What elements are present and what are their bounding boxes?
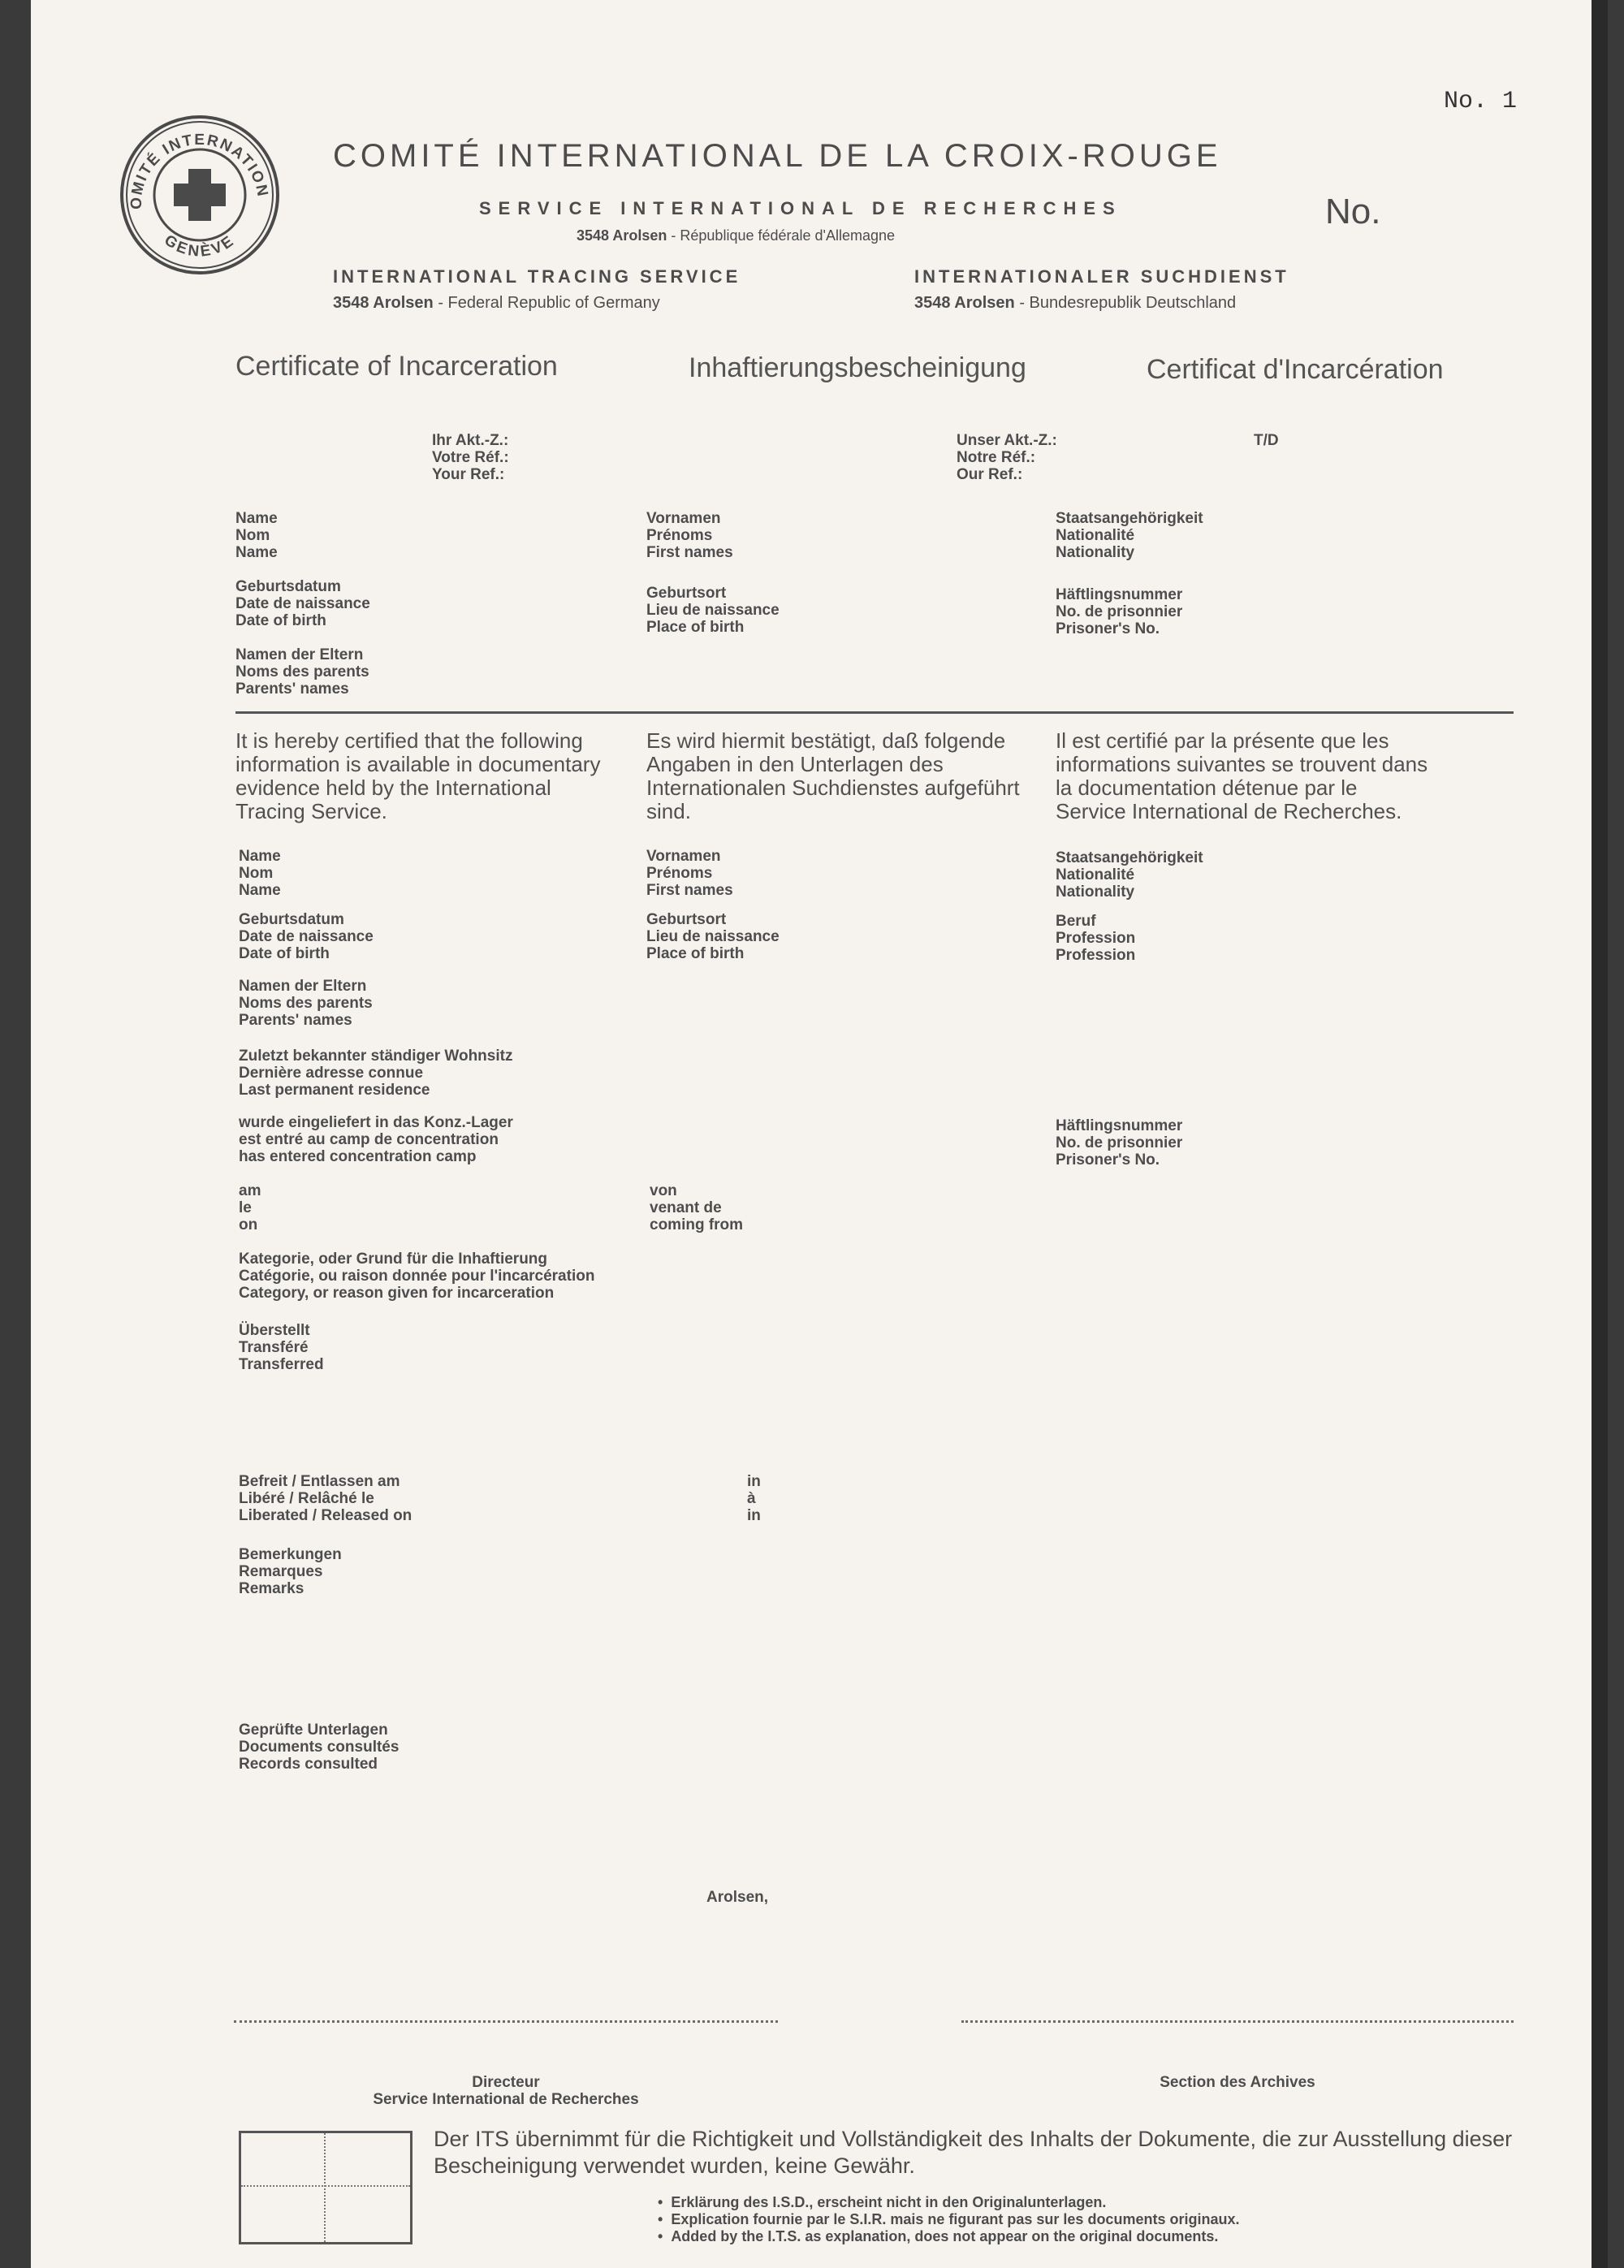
address-en: 3548 Arolsen - Federal Republic of Germany bbox=[333, 294, 660, 312]
red-cross-seal-icon bbox=[119, 114, 281, 276]
seal-ring-bottom-text: GENÈVE bbox=[161, 231, 239, 261]
body-released-label: Befreit / Entlassen am Libéré / Relâché le Liberated / Released on bbox=[239, 1473, 412, 1524]
body-residence-label: Zuletzt bekannter ständiger Wohnsitz Dernière adresse connue Last permanent residence bbox=[239, 1048, 513, 1099]
body-on-label: am le on bbox=[239, 1182, 261, 1233]
td-label: T/D bbox=[1254, 432, 1279, 449]
body-prisoner-no-label: Häftlingsnummer No. de prisonnier Prisoner's No. bbox=[1056, 1117, 1183, 1169]
org-name: COMITÉ INTERNATIONAL DE LA CROIX-ROUGE bbox=[333, 138, 1222, 174]
stamp-box bbox=[239, 2131, 412, 2244]
certify-text-en: It is hereby certified that the following information is available in documentary evidence held by the International Tracing Service. bbox=[235, 728, 601, 823]
title-de: Inhaftierungsbescheinigung bbox=[689, 352, 1026, 383]
body-name-label: Name Nom Name bbox=[239, 848, 281, 899]
top-pob-label: Geburtsort Lieu de naissance Place of birth bbox=[646, 585, 780, 636]
section-divider bbox=[235, 711, 1514, 714]
certificate-page bbox=[31, 0, 1608, 2268]
body-released-in-label: in à in bbox=[747, 1473, 761, 1524]
title-fr: Certificat d'Incarcération bbox=[1147, 354, 1444, 385]
top-nationality-label: Staatsangehörigkeit Nationalité Nationality bbox=[1056, 510, 1203, 561]
top-parents-label: Namen der Eltern Noms des parents Parents' names bbox=[235, 646, 369, 698]
place-date-line: Arolsen, bbox=[706, 1889, 769, 1906]
body-pob-label: Geburtsort Lieu de naissance Place of birth bbox=[646, 911, 780, 962]
body-nationality-label: Staatsangehörigkeit Nationalité Nationality bbox=[1056, 849, 1203, 901]
body-transferred-label: Überstellt Transféré Transferred bbox=[239, 1322, 324, 1373]
top-name-label: Name Nom Name bbox=[235, 510, 278, 561]
svg-text:GENÈVE bbox=[161, 231, 238, 260]
your-ref-label: Ihr Akt.-Z.: Votre Réf.: Your Ref.: bbox=[432, 432, 509, 483]
body-remarks-label: Bemerkungen Remarques Remarks bbox=[239, 1546, 342, 1597]
service-name-de: INTERNATIONALER SUCHDIENST bbox=[914, 266, 1289, 287]
signature-director: Directeur Service International de Recherches bbox=[373, 2074, 639, 2108]
body-camp-label: wurde eingeliefert in das Konz.-Lager est entré au camp de concentration has entered concentration camp bbox=[239, 1114, 513, 1165]
service-name-fr: SERVICE INTERNATIONAL DE RECHERCHES bbox=[479, 198, 1122, 218]
top-prisoner-no-label: Häftlingsnummer No. de prisonnier Prisoner's No. bbox=[1056, 586, 1183, 637]
document-number: No. 1 bbox=[1444, 88, 1518, 115]
seal-ring-top-text: OMITÉ INTERNATION bbox=[127, 131, 271, 210]
page-edge-shadow bbox=[1592, 0, 1608, 2268]
footnotes: • Erklärung des I.S.D., erscheint nicht in den Originalunterlagen. • Explication fournie par le S.I.R. mais ne figurant pas sur les documents originaux. • Added by the I.T.S. as explanation, does not appear on the original documents. bbox=[658, 2194, 1240, 2244]
address-fr: 3548 Arolsen - République fédérale d'Allemagne bbox=[577, 227, 896, 244]
signature-line-left bbox=[234, 2020, 778, 2023]
signature-line-right bbox=[961, 2020, 1514, 2023]
body-profession-label: Beruf Profession Profession bbox=[1056, 913, 1136, 964]
certify-text-fr: Il est certifié par la présente que les informations suivantes se trouvent dans la documentation détenue par le Service International de Recherches. bbox=[1056, 728, 1428, 823]
body-records-label: Geprüfte Unterlagen Documents consultés Records consulted bbox=[239, 1722, 400, 1773]
signature-archives: Section des Archives bbox=[1160, 2074, 1315, 2091]
body-dob-label: Geburtsdatum Date de naissance Date of birth bbox=[239, 911, 374, 962]
disclaimer-text: Der ITS übernimmt für die Richtigkeit und Vollständigkeit des Inhalts der Dokumente, die zur Ausstellung dieser Bescheinigung verwendet wurden, keine Gewähr. bbox=[434, 2127, 1513, 2178]
body-first-names-label: Vornamen Prénoms First names bbox=[646, 848, 733, 899]
top-dob-label: Geburtsdatum Date de naissance Date of birth bbox=[235, 578, 370, 629]
our-ref-label: Unser Akt.-Z.: Notre Réf.: Our Ref.: bbox=[957, 432, 1057, 483]
address-de: 3548 Arolsen - Bundesrepublik Deutschland bbox=[914, 294, 1237, 312]
top-first-names-label: Vornamen Prénoms First names bbox=[646, 510, 733, 561]
service-name-en: INTERNATIONAL TRACING SERVICE bbox=[333, 266, 741, 287]
body-category-label: Kategorie, oder Grund für die Inhaftierung Catégorie, ou raison donnée pour l'incarcération Category, or reason given for incarceration bbox=[239, 1251, 595, 1302]
body-parents-label: Namen der Eltern Noms des parents Parents' names bbox=[239, 978, 373, 1029]
no-label: No. bbox=[1325, 192, 1381, 231]
body-from-label: von venant de coming from bbox=[650, 1182, 744, 1233]
title-en: Certificate of Incarceration bbox=[235, 351, 558, 382]
certify-text-de: Es wird hiermit bestätigt, daß folgende Angaben in den Unterlagen des Internationalen Suchdienstes aufgeführt sind. bbox=[646, 728, 1020, 823]
